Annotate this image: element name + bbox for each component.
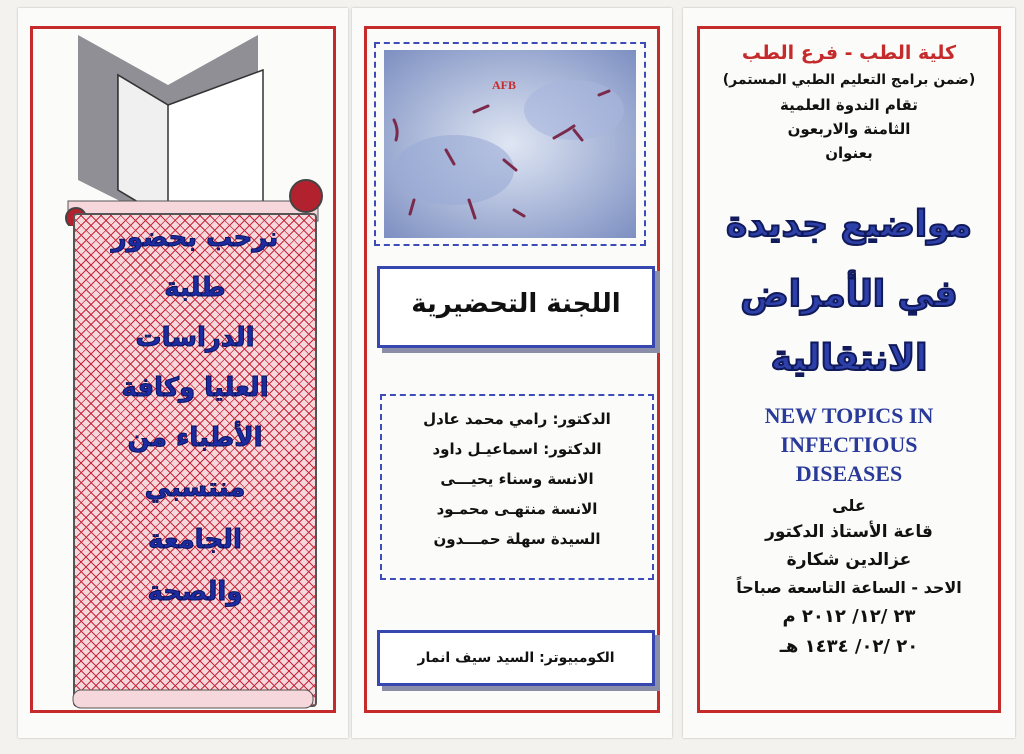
member-line: الدكتور: رامي محمد عادل: [423, 410, 611, 428]
welcome-line: العليا وكافة: [121, 373, 269, 403]
hall-line: قاعة الأستاذ الدكتور: [765, 522, 933, 542]
welcome-line: الأطباء من: [127, 423, 263, 453]
date-gregorian: ٢٣ /١٢/ ٢٠١٢ م: [782, 606, 916, 627]
member-line: السيدة سهلة حمـــدون: [433, 530, 601, 548]
time-line: الاحد - الساعة التاسعة صباحاً: [736, 578, 962, 597]
edition-line: الثامنة والاربعون: [787, 120, 911, 138]
computer-credit: الكومبيوتر: السيد سيف انمار: [417, 650, 615, 666]
hall-name-line: عزالدين شكارة: [786, 550, 912, 570]
welcome-scroll: [73, 213, 317, 707]
member-line: الدكتور: اسماعيـل داود: [432, 440, 602, 458]
scroll-bottom-roll: [58, 688, 328, 718]
faculty-title: كلية الطب - فرع الطب: [741, 42, 957, 64]
title-ar-line: الانتقالية: [770, 338, 928, 379]
welcome-line: نرحب بحضور: [111, 223, 279, 253]
title-en-line: NEW TOPICS IN: [764, 403, 934, 428]
welcome-line: طلبة: [164, 273, 226, 303]
title-en-line: DISEASES: [795, 461, 903, 486]
committee-title: اللجنة التحضيرية: [411, 289, 621, 319]
on-line: على: [832, 496, 866, 515]
members-box: [380, 394, 654, 580]
member-line: الانسة وسناء يحيـــى: [440, 470, 594, 488]
welcome-line: الجامعة: [148, 525, 242, 555]
presents-line: تقام الندوة العلمية: [780, 96, 918, 114]
member-line: الانسة منتهـى محمـود: [436, 500, 598, 518]
date-hijri: ٢٠ /٠٢/ ١٤٣٤ هـ: [779, 636, 919, 657]
title-en-line: INFECTIOUS: [780, 432, 918, 457]
computer-credit-box: [377, 630, 655, 686]
titled-line: بعنوان: [825, 144, 873, 162]
afb-label: AFB: [492, 78, 516, 92]
program-line: (ضمن برامج التعليم الطبي المستمر): [722, 72, 976, 88]
committee-title-box: [377, 266, 655, 348]
welcome-line: منتسبي: [144, 473, 246, 503]
middle-panel: [352, 8, 672, 738]
right-panel: [683, 8, 1015, 738]
welcome-line: الدراسات: [135, 323, 255, 353]
title-ar-line: مواضيع جديدة: [725, 204, 973, 245]
title-ar-line: في الأمراض: [740, 274, 958, 315]
welcome-line: والصحة: [147, 577, 243, 607]
left-panel: [18, 8, 348, 738]
